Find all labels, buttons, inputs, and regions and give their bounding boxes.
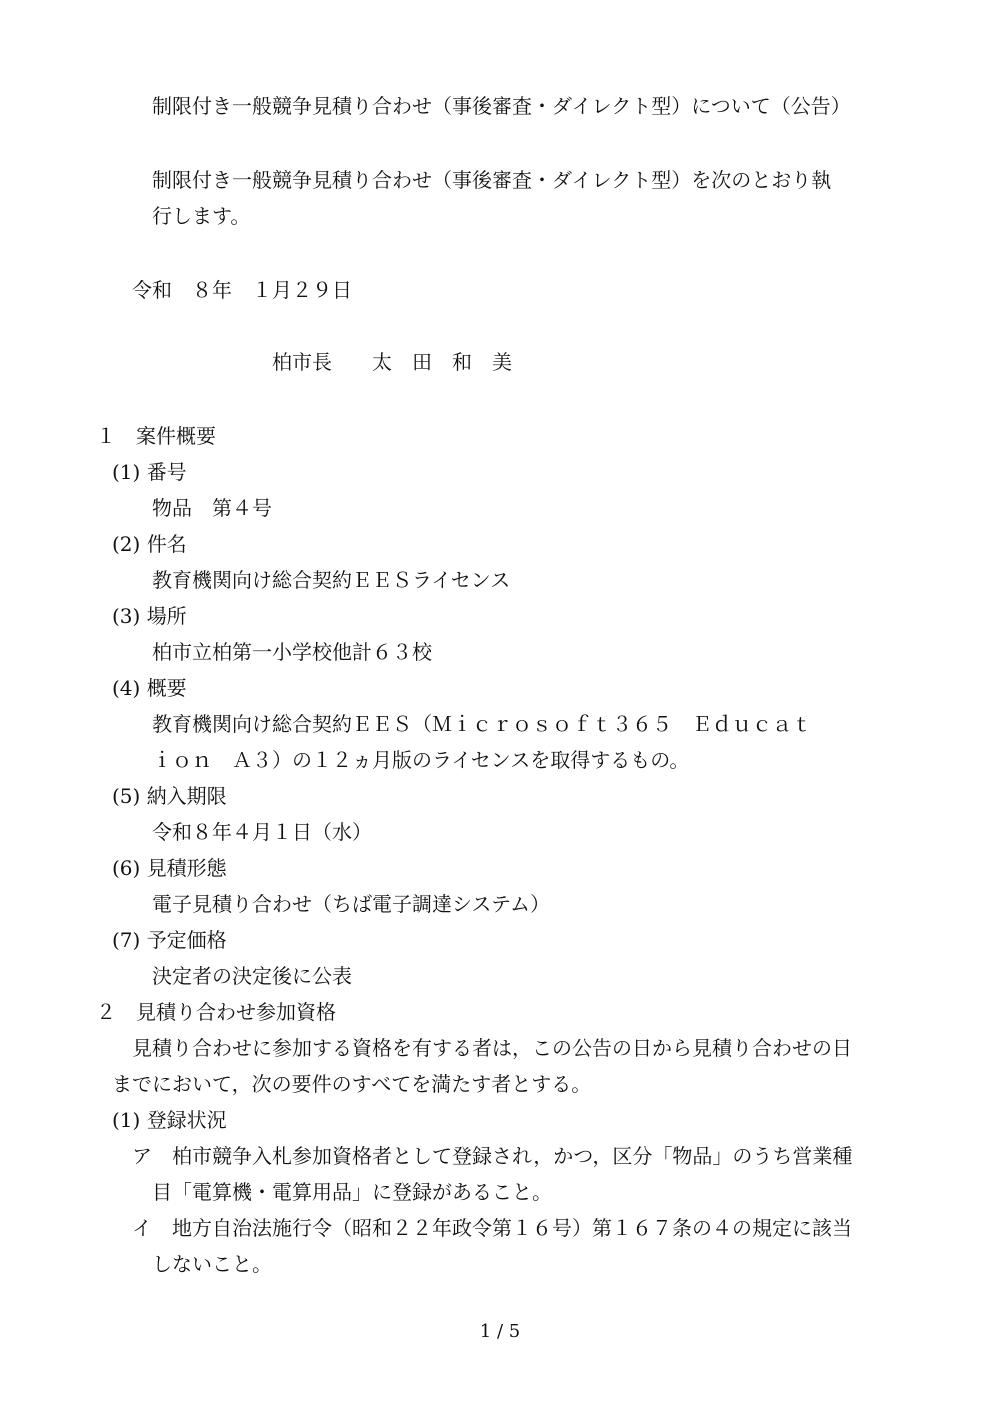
item-label-deadline: (5) 納入期限 — [112, 784, 227, 808]
item-value-format: 電子見積り合わせ（ちば電子調達システム） — [152, 892, 550, 916]
item-label-price: (7) 予定価格 — [112, 928, 227, 952]
section-paragraph: 見積り合わせに参加する資格を有する者は，この公告の日から見積り合わせの日 — [132, 1036, 852, 1060]
notice-date: 令和 ８年 １月２９日 — [132, 278, 352, 302]
item-label-overview: (4) 概要 — [112, 676, 187, 700]
item-label-subject: (2) 件名 — [112, 532, 187, 556]
requirement-a: ア 柏市競争入札参加資格者として登録され，かつ，区分「物品」のうち営業種 — [132, 1144, 853, 1168]
section-heading: １ 案件概要 — [96, 424, 216, 448]
item-value-price: 決定者の決定後に公表 — [152, 964, 352, 988]
page-number: 1 / 5 — [479, 1321, 521, 1342]
requirement-a: 目「電算機・電算用品」に登録があること。 — [152, 1180, 552, 1204]
item-label-location: (3) 場所 — [112, 604, 187, 628]
section-heading: ２ 見積り合わせ参加資格 — [96, 1000, 336, 1024]
item-label-registration: (1) 登録状況 — [112, 1108, 227, 1132]
item-value-number: 物品 第４号 — [152, 496, 272, 520]
item-value-deadline: 令和８年４月１日（水） — [152, 820, 372, 844]
item-value-subject: 教育機関向け総合契約ＥＥＳライセンス — [152, 568, 511, 592]
intro-text-line: 制限付き一般競争見積り合わせ（事後審査・ダイレクト型）を次のとおり執 — [152, 168, 832, 192]
item-label-format: (6) 見積形態 — [112, 856, 227, 880]
item-label-number: (1) 番号 — [112, 460, 187, 484]
item-value-overview: 教育機関向け総合契約ＥＥＳ（Ｍｉｃｒｏｓｏｆｔ３６５ Ｅｄｕｃａｔ — [152, 712, 812, 736]
item-value-overview: ｉｏｎ Ａ３）の１２ヵ月版のライセンスを取得するもの。 — [152, 748, 690, 772]
requirement-b: しないこと。 — [152, 1252, 272, 1276]
section-paragraph: までにおいて，次の要件のすべてを満たす者とする。 — [112, 1072, 592, 1096]
page-title: 制限付き一般競争見積り合わせ（事後審査・ダイレクト型）について（公告） — [152, 94, 851, 118]
issuer-signature: 柏市長 太 田 和 美 — [272, 350, 512, 374]
item-value-location: 柏市立柏第一小学校他計６３校 — [152, 640, 432, 664]
intro-text-line: 行します。 — [152, 204, 251, 228]
requirement-b: イ 地方自治法施行令（昭和２２年政令第１６号）第１６７条の４の規定に該当 — [132, 1216, 852, 1240]
